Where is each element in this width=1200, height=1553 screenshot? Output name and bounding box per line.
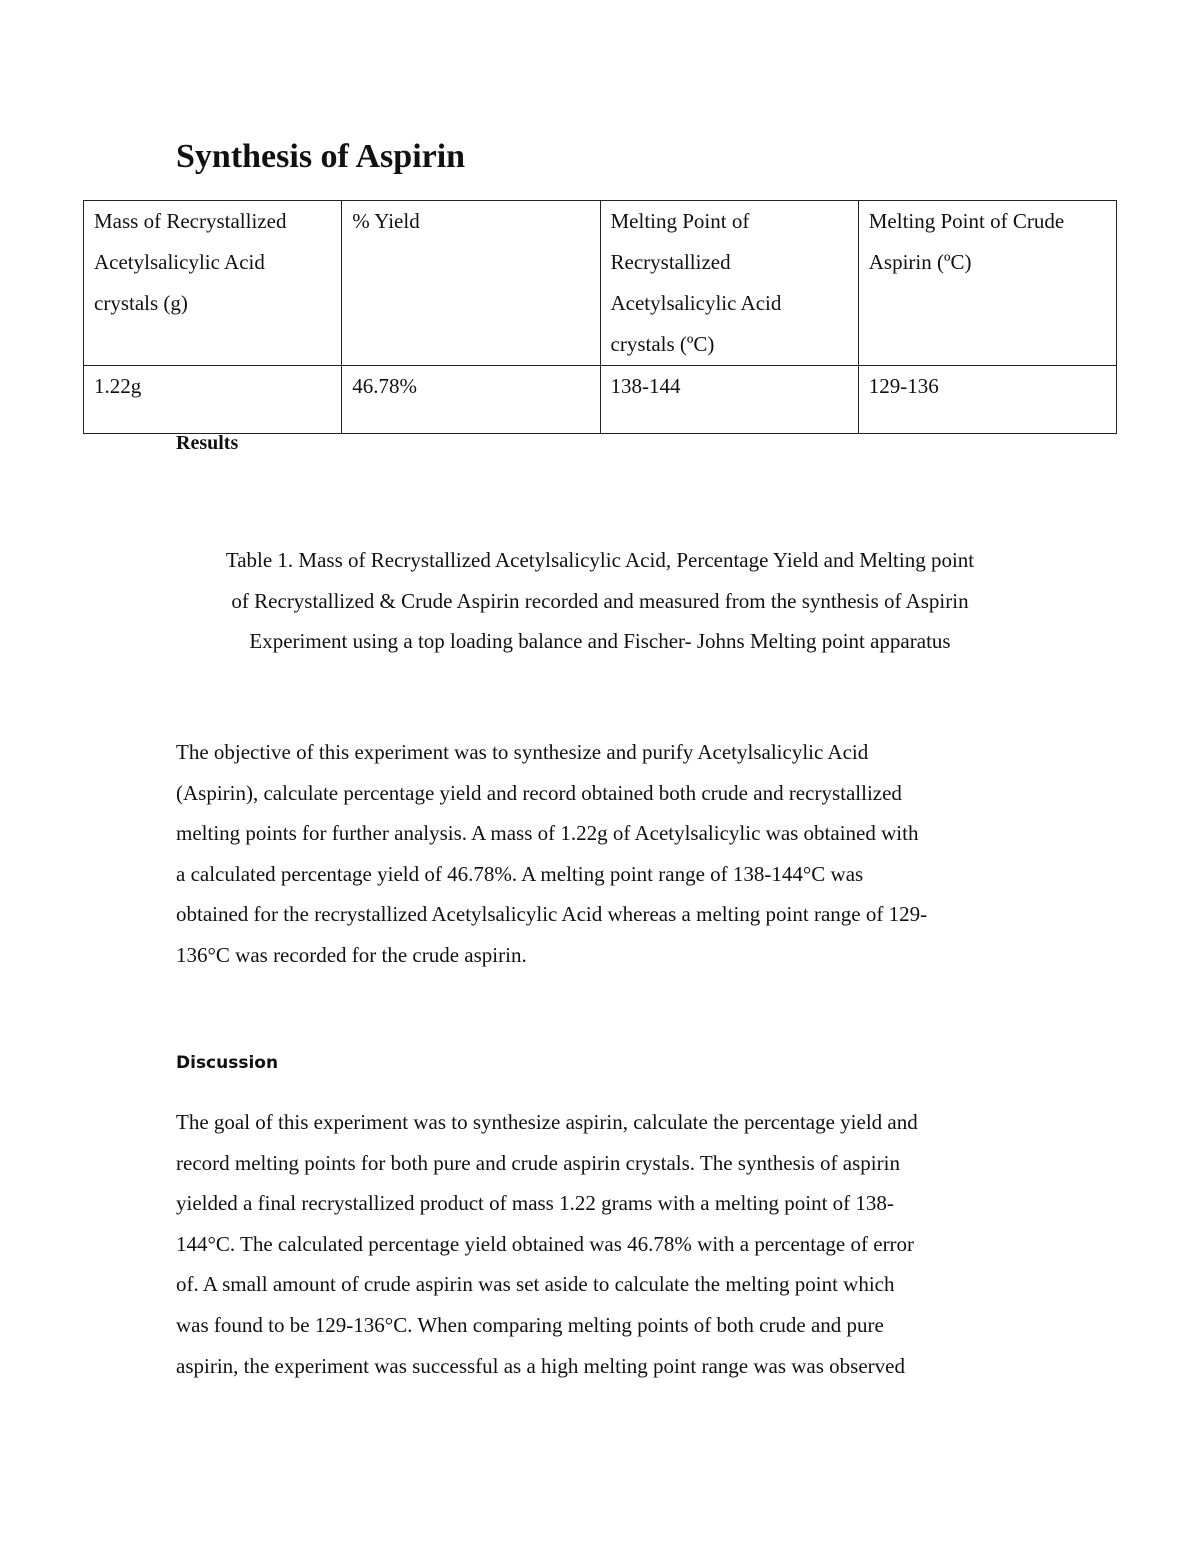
header-mp-recrystallized-line: Recrystallized: [610, 250, 731, 274]
header-mass-line: Acetylsalicylic Acid: [94, 250, 265, 274]
discussion-paragraph-line: record melting points for both pure and crude aspirin crystals. The synthesis of aspirin: [176, 1150, 900, 1175]
header-yield-line: % Yield: [352, 209, 420, 233]
discussion-paragraph: [176, 1102, 1036, 1386]
results-paragraph-line: The objective of this experiment was to synthesize and purify Acetylsalicylic Acid: [176, 740, 869, 764]
results-paragraph-line: melting points for further analysis. A mass of 1.22g of Acetylsalicylic was obtained with: [176, 821, 919, 846]
value-cell-mass: 1.22g: [84, 366, 342, 434]
table-value-row: [84, 366, 1117, 434]
value-cell-yield: 46.78%: [342, 366, 600, 434]
header-mass-line: Mass of Recrystallized: [94, 209, 287, 233]
caption-line: Table 1. Mass of Recrystallized Acetylsalicylic Acid, Percentage Yield and Melting point: [225, 548, 975, 572]
results-paragraph-line: a calculated percentage yield of 46.78%. A melting point range of 138-144°C was: [176, 861, 864, 886]
value-cell-mp-crude: 129-136: [858, 366, 1116, 434]
header-mp-recrystallized-line: crystals (ºC): [610, 332, 715, 356]
header-mass-line: crystals (g): [94, 291, 188, 315]
header-mp-crude-line: Aspirin (ºC): [868, 250, 972, 274]
results-paragraph-line: 136°C was recorded for the crude aspirin.: [176, 942, 527, 967]
results-paragraph-line: (Aspirin), calculate percentage yield and record obtained both crude and recrystallized: [176, 780, 902, 805]
page-title: Synthesis of Aspirin: [176, 138, 466, 175]
header-mp-recrystallized-line: Acetylsalicylic Acid: [610, 291, 782, 315]
header-cell-yield: [342, 201, 600, 366]
discussion-paragraph-line: 144°C. The calculated percentage yield obtained was 46.78% with a percentage of error: [176, 1231, 915, 1256]
discussion-paragraph-line: was found to be 129-136°C. When comparing melting points of both crude and pure: [176, 1312, 884, 1337]
table-caption: [160, 540, 1040, 662]
value-cell-mp-recrystallized: 138-144: [600, 366, 858, 434]
header-cell-mp-recrystallized: [600, 201, 858, 366]
results-paragraph: [176, 732, 1036, 976]
header-cell-mp-crude: [858, 201, 1116, 366]
results-paragraph-line: obtained for the recrystallized Acetylsalicylic Acid whereas a melting point range of 129-: [176, 902, 928, 927]
header-cell-mass: [84, 201, 342, 366]
header-mp-recrystallized-line: Melting Point of: [610, 209, 750, 233]
discussion-paragraph-line: yielded a final recrystallized product of mass 1.22 grams with a melting point of 138-: [176, 1191, 894, 1216]
discussion-heading: Discussion: [176, 1053, 279, 1073]
table-header-row: [84, 201, 1117, 366]
discussion-paragraph-line: The goal of this experiment was to synthesize aspirin, calculate the percentage yield and: [176, 1110, 918, 1134]
discussion-paragraph-line: aspirin, the experiment was successful as a high melting point range was was observed: [176, 1353, 905, 1378]
discussion-paragraph-line: of. A small amount of crude aspirin was set aside to calculate the melting point which: [176, 1272, 895, 1297]
caption-line: of Recrystallized & Crude Aspirin recorded and measured from the synthesis of Aspirin: [231, 588, 969, 613]
results-table: [83, 200, 1117, 434]
caption-line: Experiment using a top loading balance and Fischer- Johns Melting point apparatus: [249, 629, 951, 653]
header-mp-crude-line: Melting Point of Crude: [868, 209, 1065, 233]
results-heading: Results: [176, 432, 239, 454]
